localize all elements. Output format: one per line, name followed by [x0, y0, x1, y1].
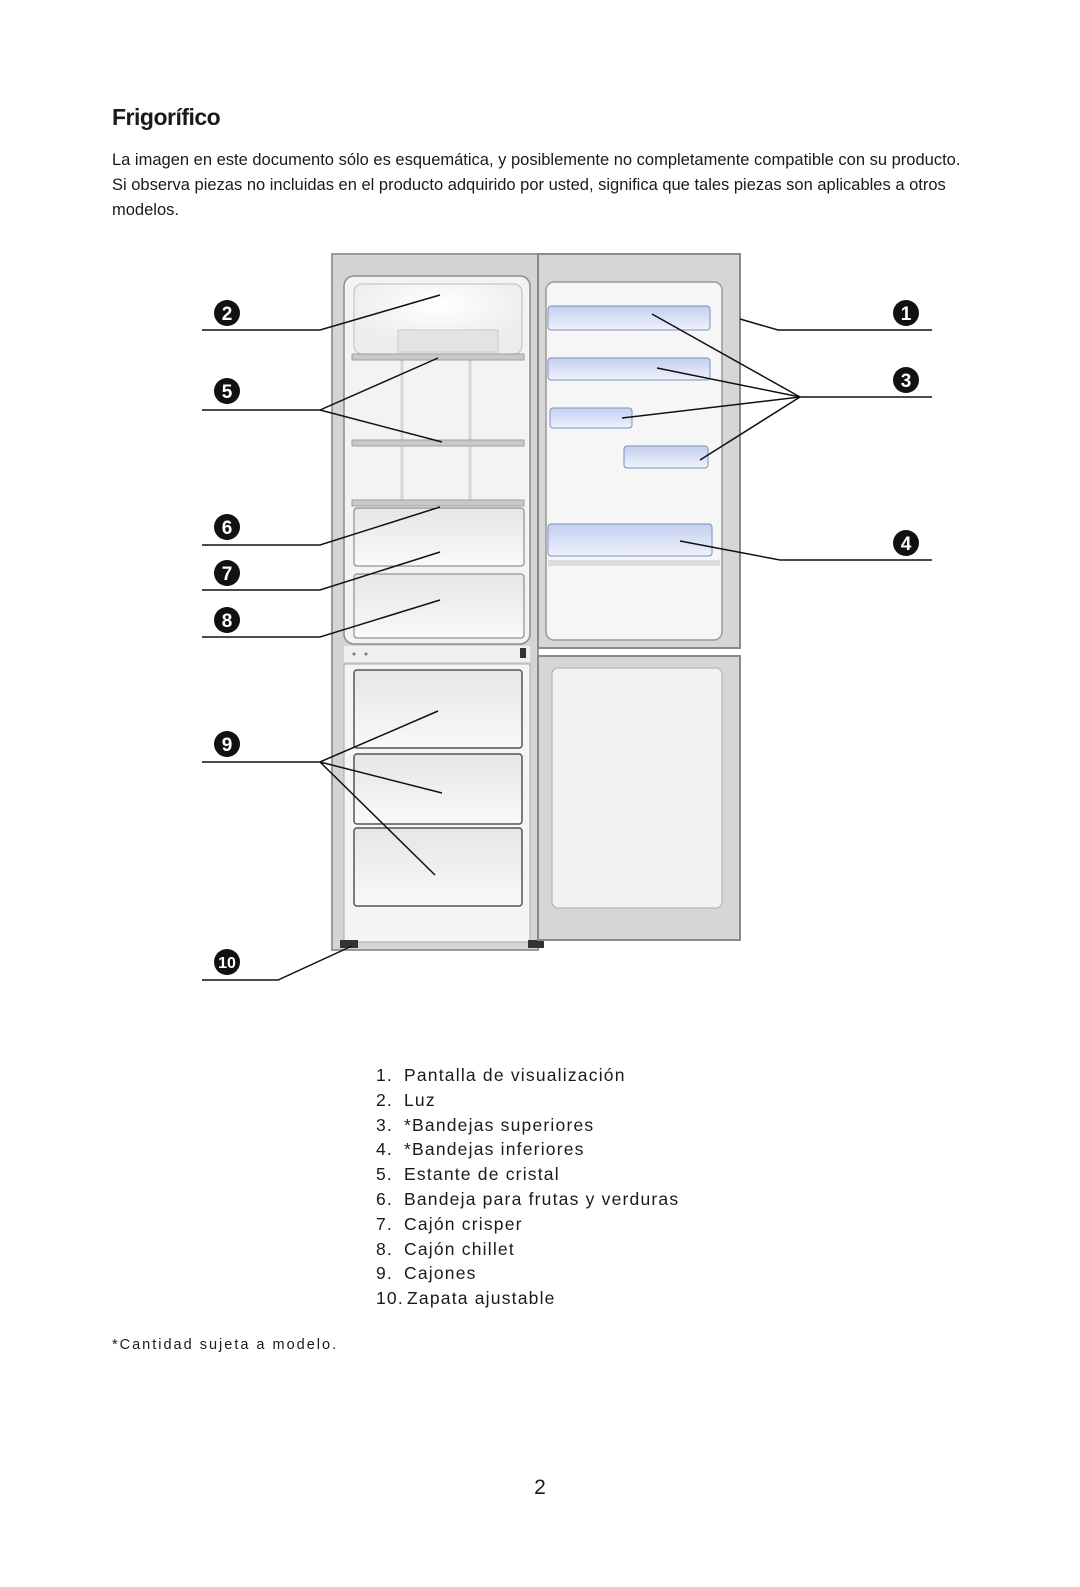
parts-list-item: 6. Bandeja para frutas y verduras	[376, 1188, 680, 1209]
footnote: *Cantidad sujeta a modelo.	[112, 1337, 339, 1353]
page-number: 2	[534, 1476, 546, 1499]
fridge-diagram	[0, 240, 1080, 1000]
callout-badge-2	[214, 300, 240, 326]
intro-paragraph: La imagen en este documento sólo es esquemática, y posiblemente no completamente compatible con su producto. Si observa piezas no incluidas en el producto adquirido por usted, significa que tales piezas son aplicables a otros modelos.	[112, 151, 961, 219]
callout-number-4: 4	[900, 534, 912, 555]
callout-number-5: 5	[221, 382, 233, 403]
callout-number-2: 2	[221, 304, 233, 325]
callout-number-8: 8	[221, 611, 233, 632]
callout-number-10: 10	[218, 955, 236, 972]
parts-list-item: 10. Zapata ajustable	[376, 1288, 556, 1309]
callout-badge-6	[214, 514, 240, 540]
parts-list-item: 9. Cajones	[376, 1263, 477, 1284]
parts-list-item: 5. Estante de cristal	[376, 1164, 560, 1185]
callout-badge-7	[214, 560, 240, 586]
callout-badge-3	[893, 367, 919, 393]
callout-number-3: 3	[900, 371, 912, 392]
parts-list-item: 3. *Bandejas superiores	[376, 1114, 595, 1135]
callout-number-9: 9	[221, 735, 233, 756]
page-title: Frigorífico	[112, 104, 221, 130]
parts-list-item: 1. Pantalla de visualización	[376, 1065, 626, 1085]
freezer-door	[538, 656, 740, 940]
parts-list	[376, 1063, 679, 1311]
callout-badge-5	[214, 378, 240, 404]
callout-badge-9	[214, 731, 240, 757]
callout-badge-10	[214, 949, 240, 975]
parts-list-item: 8. Cajón chillet	[376, 1238, 515, 1259]
callout-badge-1	[893, 300, 919, 326]
parts-list-item: 2. Luz	[376, 1089, 436, 1110]
parts-list-item: 4. *Bandejas inferiores	[376, 1139, 585, 1160]
callout-number-6: 6	[221, 518, 233, 539]
callout-number-1: 1	[900, 304, 912, 325]
fridge-door	[538, 254, 740, 648]
callout-badge-8	[214, 607, 240, 633]
callout-badge-4	[893, 530, 919, 556]
parts-list-item: 7. Cajón crisper	[376, 1213, 523, 1234]
callout-number-7: 7	[221, 564, 233, 585]
